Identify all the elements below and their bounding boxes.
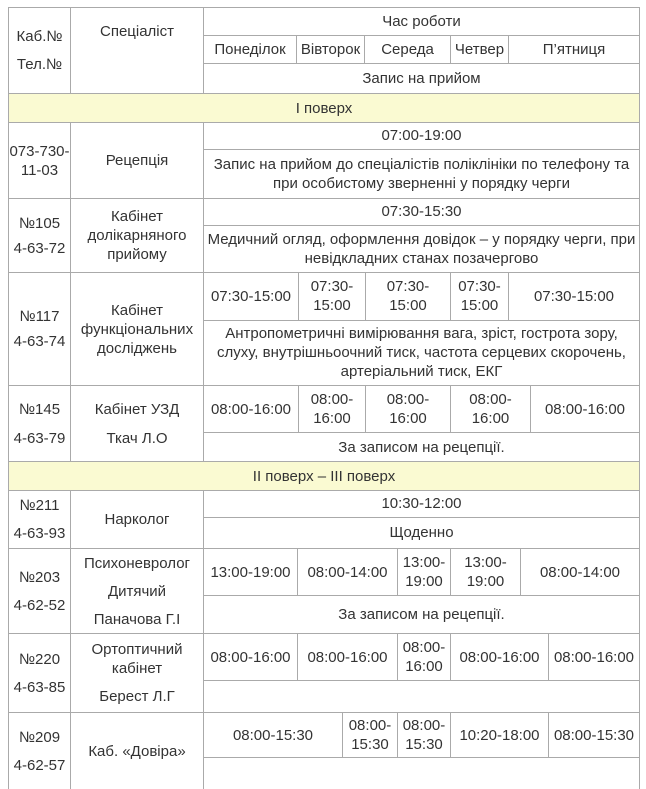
specialist-cell: Кабінет функціональних досліджень bbox=[71, 273, 204, 385]
cab-cell: 073-730-11-03 bbox=[9, 123, 71, 198]
time-cell: 10:20-18:00 bbox=[451, 713, 549, 757]
time-cell: 13:00-19:00 bbox=[398, 549, 451, 595]
phone: 4-63-79 bbox=[13, 429, 66, 447]
phone: 4-63-74 bbox=[13, 333, 66, 350]
table-row bbox=[9, 634, 640, 713]
time-cell: 13:00-19:00 bbox=[451, 549, 521, 595]
floor-heading: ІІ поверх – ІІІ поверх bbox=[9, 462, 640, 490]
phone: 4-63-85 bbox=[13, 678, 66, 696]
note-cell: Медичний огляд, оформлення довідок – у порядку черги, при невідкладних станах позачергово bbox=[204, 226, 640, 272]
header-row bbox=[9, 8, 640, 94]
phone: 4-63-72 bbox=[13, 239, 66, 257]
cab-number: №203 bbox=[18, 568, 61, 586]
time-cell: 07:00-19:00 bbox=[204, 123, 640, 149]
table-row bbox=[9, 549, 640, 634]
header-hours: Час роботи bbox=[204, 8, 640, 35]
table-row bbox=[9, 199, 640, 273]
table-row bbox=[9, 491, 640, 549]
phone: 4-63-93 bbox=[13, 525, 66, 542]
cab-number: №211 bbox=[19, 497, 60, 514]
header-day: Середа bbox=[365, 36, 451, 64]
note-cell: Запис на прийом до спеціалістів поліклініки по телефону та при особистому зверненні у порядку черги bbox=[204, 150, 640, 198]
specialist-cell: Каб. «Довіра» bbox=[71, 713, 204, 789]
note-cell: Щоденно bbox=[204, 518, 640, 548]
note-cell bbox=[204, 758, 640, 789]
time-cell: 07:30-15:00 bbox=[451, 273, 509, 320]
time-cell: 08:00-16:00 bbox=[531, 386, 640, 432]
specialist-name: Ткач Л.О bbox=[106, 429, 168, 447]
note-cell bbox=[204, 681, 640, 712]
phone: 4-62-52 bbox=[13, 596, 66, 614]
specialist-cell: Рецепція bbox=[71, 123, 204, 198]
specialist-name: Кабінет УЗД bbox=[94, 400, 180, 418]
cab-number: №145 bbox=[18, 400, 61, 418]
header-cab bbox=[9, 8, 71, 93]
time-cell: 08:00-16:00 bbox=[549, 634, 640, 680]
time-cell: 10:30-12:00 bbox=[204, 491, 640, 517]
time-cell: 08:00-16:00 bbox=[451, 386, 531, 432]
specialist-name: Берест Л.Г bbox=[99, 688, 175, 705]
time-cell: 08:00-16:00 bbox=[204, 634, 298, 680]
header-day: Понеділок bbox=[204, 36, 297, 64]
note-cell: За записом на рецепції. bbox=[204, 433, 640, 461]
table-row bbox=[9, 713, 640, 789]
time-cell: 07:30-15:00 bbox=[204, 273, 299, 320]
time-cell: 07:30-15:00 bbox=[299, 273, 366, 320]
specialist-cell: Кабінет долікарняного прийому bbox=[71, 199, 204, 272]
time-cell: 08:00-15:30 bbox=[204, 713, 343, 757]
header-appointment: Запис на прийом bbox=[204, 64, 640, 93]
floor-heading: І поверх bbox=[9, 94, 640, 122]
table-row bbox=[9, 273, 640, 386]
time-cell: 13:00-19:00 bbox=[204, 549, 298, 595]
header-day: Четвер bbox=[451, 36, 509, 64]
time-cell: 07:30-15:30 bbox=[204, 199, 640, 225]
time-cell: 08:00-16:00 bbox=[366, 386, 451, 432]
tel-label: Тел.№ bbox=[16, 56, 63, 73]
schedule-table bbox=[8, 7, 640, 789]
cab-label: Каб.№ bbox=[16, 28, 63, 45]
phone: 4-62-57 bbox=[13, 756, 66, 774]
specialist-name: Дитячий bbox=[107, 582, 167, 600]
time-cell: 08:00-16:00 bbox=[398, 634, 451, 680]
note-cell: Антропометричні вимірювання вага, зріст, гострота зору, слуху, внутрішньоочний тиск, частота серцевих скорочень, артеріальний тиск, ЕКГ bbox=[204, 321, 640, 385]
cab-number: №117 bbox=[19, 308, 60, 325]
table-row bbox=[9, 386, 640, 462]
time-cell: 08:00-15:30 bbox=[398, 713, 451, 757]
time-cell: 08:00-16:00 bbox=[204, 386, 299, 432]
time-cell: 07:30-15:00 bbox=[366, 273, 451, 320]
specialist-name: Паначова Г.І bbox=[93, 610, 181, 628]
specialist-name: Ортоптичний кабінет bbox=[91, 641, 183, 677]
time-cell: 07:30-15:00 bbox=[509, 273, 640, 320]
header-day: Вівторок bbox=[297, 36, 365, 64]
time-cell: 08:00-14:00 bbox=[521, 549, 640, 595]
header-specialist: Спеціаліст bbox=[71, 8, 204, 93]
note-cell: За записом на рецепції. bbox=[204, 596, 640, 633]
time-cell: 08:00-14:00 bbox=[298, 549, 398, 595]
time-cell: 08:00-15:30 bbox=[343, 713, 398, 757]
specialist-name: Психоневролог bbox=[83, 554, 191, 572]
header-day: П’ятниця bbox=[509, 36, 640, 64]
table-row bbox=[9, 123, 640, 199]
cab-number: №220 bbox=[18, 650, 61, 668]
specialist-cell: Нарколог bbox=[71, 491, 204, 548]
time-cell: 08:00-16:00 bbox=[451, 634, 549, 680]
cab-number: №105 bbox=[18, 214, 61, 232]
time-cell: 08:00-16:00 bbox=[298, 634, 398, 680]
time-cell: 08:00-15:30 bbox=[549, 713, 640, 757]
time-cell: 08:00-16:00 bbox=[299, 386, 366, 432]
cab-number: №209 bbox=[18, 728, 61, 746]
